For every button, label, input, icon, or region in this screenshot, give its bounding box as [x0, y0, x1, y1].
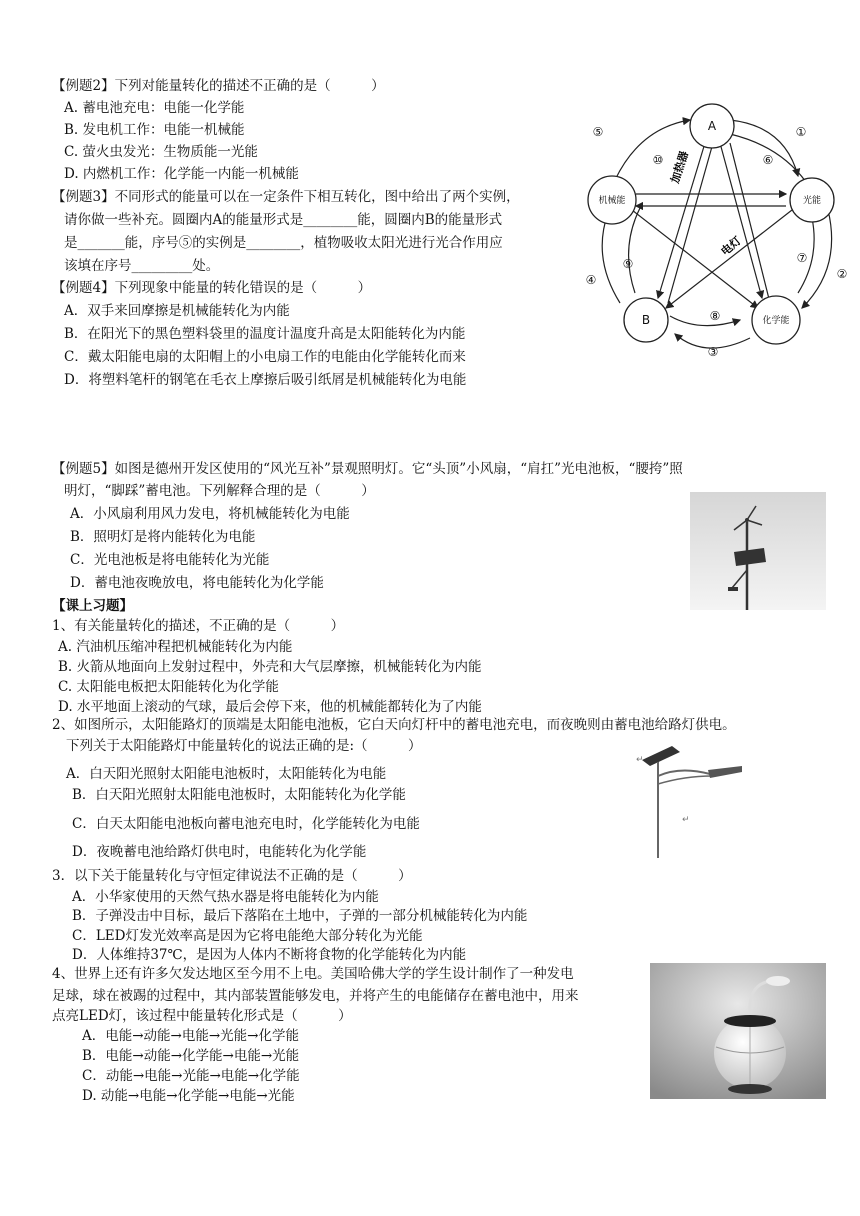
- node-light: 光能: [802, 196, 822, 206]
- label-heater: 加热器: [668, 149, 692, 185]
- q2-option-d: D．夜晚蓄电池给路灯供电时，电能转化为化学能: [72, 844, 367, 860]
- example2-stem: 【例题2】下列对能量转化的描述不正确的是（ ）: [52, 78, 385, 94]
- q1-option-d: D. 水平地面上滚动的气球，最后会停下来，他的机械能都转化为了内能: [58, 699, 482, 715]
- example5-option-b: B．照明灯是将内能转化为电能: [70, 529, 256, 545]
- svg-text:↵: ↵: [682, 815, 690, 825]
- q1-option-b: B. 火箭从地面向上发射过程中，外壳和大气层摩擦，机械能转化为内能: [58, 659, 482, 675]
- solar-street-lamp-image: [630, 740, 750, 858]
- q4-option-b: B．电能→动能→化学能→电能→光能: [82, 1048, 300, 1064]
- q2-option-c: C．白天太阳能电池板向蓄电池充电时，化学能转化为电能: [72, 816, 420, 832]
- example3-line1: 【例题3】不同形式的能量可以在一定条件下相互转化，图中给出了两个实例，: [52, 189, 520, 205]
- q3-option-d: D．人体维持37℃，是因为人体内不断将食物的化学能转化为内能: [72, 947, 467, 963]
- example4-stem: 【例题4】下列现象中能量的转化错误的是（ ）: [52, 280, 372, 296]
- example2-option-b: B. 发电机工作：电能一机械能: [64, 122, 245, 138]
- example5-option-a: A．小风扇利用风力发电，将机械能转化为电能: [70, 506, 350, 522]
- energy-conversion-diagram: [580, 98, 850, 368]
- example4-option-d: D．将塑料笔杆的钢笔在毛衣上摩擦后吸引纸屑是机械能转化为电能: [64, 372, 467, 388]
- num-1: ①: [795, 125, 807, 139]
- q4-option-a: A．电能→动能→电能→光能→化学能: [82, 1028, 299, 1044]
- example2-option-a: A. 蓄电池充电：电能一化学能: [64, 100, 245, 116]
- q2-stem-2: 下列关于太阳能路灯中能量转化的说法正确的是:（ ）: [66, 738, 422, 754]
- num-6: ⑥: [762, 153, 774, 167]
- q1-option-a: A. 汽油机压缩冲程把机械能转化为内能: [58, 639, 293, 655]
- num-10: ⑩: [652, 153, 664, 167]
- q1-option-c: C. 太阳能电板把太阳能转化为化学能: [58, 679, 279, 695]
- example4-option-c: C．戴太阳能电扇的太阳帽上的小电扇工作的电能由化学能转化而来: [64, 349, 466, 365]
- num-9: ⑨: [622, 257, 634, 271]
- q1-stem: 1、有关能量转化的描述，不正确的是（ ）: [52, 618, 345, 634]
- q3-option-a: A．小华家使用的天然气热水器是将电能转化为内能: [72, 889, 379, 905]
- q4-option-c: C．动能→电能→光能→电能→化学能: [82, 1068, 300, 1084]
- example5-stem-2: 明灯，“脚踩”蓄电池。下列解释合理的是（ ）: [64, 483, 375, 499]
- q3-option-c: C．LED灯发光效率高是因为它将电能绝大部分转化为光能: [72, 928, 423, 944]
- num-4: ④: [585, 273, 597, 287]
- q4-line1: 4、世界上还有许多欠发达地区至今用不上电。美国哈佛大学的学生设计制作了一种发电: [52, 966, 574, 982]
- node-mechanical: 机械能: [598, 196, 626, 206]
- num-3: ③: [707, 345, 719, 359]
- example2-option-d: D. 内燃机工作：化学能一内能一机械能: [64, 166, 299, 182]
- wind-solar-lamp-image: [690, 492, 826, 610]
- q2-option-a: A．白天阳光照射太阳能电池板时，太阳能转化为电能: [66, 766, 387, 782]
- example4-option-a: A．双手来回摩擦是机械能转化为内能: [64, 303, 290, 319]
- q2-stem-1: 2、如图所示，太阳能路灯的顶端是太阳能电池板，它白天向灯杆中的蓄电池充电，而夜晚则由蓄电池给路灯供电。: [52, 717, 736, 733]
- node-a: A: [707, 119, 717, 133]
- num-8: ⑧: [709, 309, 721, 323]
- example3-line4: 该填在序号_________处。: [64, 258, 220, 274]
- num-5: ⑤: [592, 125, 604, 139]
- example5-stem-1: 【例题5】如图是德州开发区使用的“风光互补”景观照明灯。它“头顶”小风扇，“肩扛”光电池板，“腰挎”照: [52, 461, 683, 477]
- q3-stem: 3．以下关于能量转化与守恒定律说法不正确的是（ ）: [52, 868, 412, 884]
- example2-option-c: C. 萤火虫发光：生物质能一光能: [64, 144, 258, 160]
- num-7: ⑦: [796, 251, 808, 265]
- example3-line2: 请你做一些补充。圆圈内A的能量形式是________能，圆圈内B的能量形式: [64, 212, 503, 228]
- section-heading: 【课上习题】: [52, 598, 133, 614]
- node-b: B: [641, 313, 651, 327]
- q3-option-b: B．子弹没击中目标，最后下落陷在土地中，子弹的一部分机械能转化为内能: [72, 908, 528, 924]
- svg-text:↵: ↵: [636, 755, 644, 765]
- example3-line3: 是_______能，序号⑤的实例是________，植物吸收太阳光进行光合作用应: [64, 235, 503, 251]
- example5-option-d: D．蓄电池夜晚放电，将电能转化为化学能: [70, 575, 324, 591]
- q4-line2: 足球，球在被踢的过程中，其内部装置能够发电，并将产生的电能储存在蓄电池中，用来: [52, 988, 579, 1004]
- q4-option-d: D. 动能→电能→化学能→电能→光能: [82, 1088, 295, 1104]
- example5-option-c: C．光电池板是将电能转化为光能: [70, 552, 270, 568]
- num-2: ②: [836, 267, 848, 281]
- q2-option-b: B．白天阳光照射太阳能电池板时，太阳能转化为化学能: [72, 787, 406, 803]
- label-lamp: 电灯: [718, 234, 744, 259]
- example4-option-b: B．在阳光下的黑色塑料袋里的温度计温度升高是太阳能转化为内能: [64, 326, 466, 342]
- soccer-ball-lamp-image: [650, 963, 826, 1099]
- q4-line3: 点亮LED灯，该过程中能量转化形式是（ ）: [52, 1008, 352, 1024]
- node-chemical: 化学能: [762, 316, 790, 326]
